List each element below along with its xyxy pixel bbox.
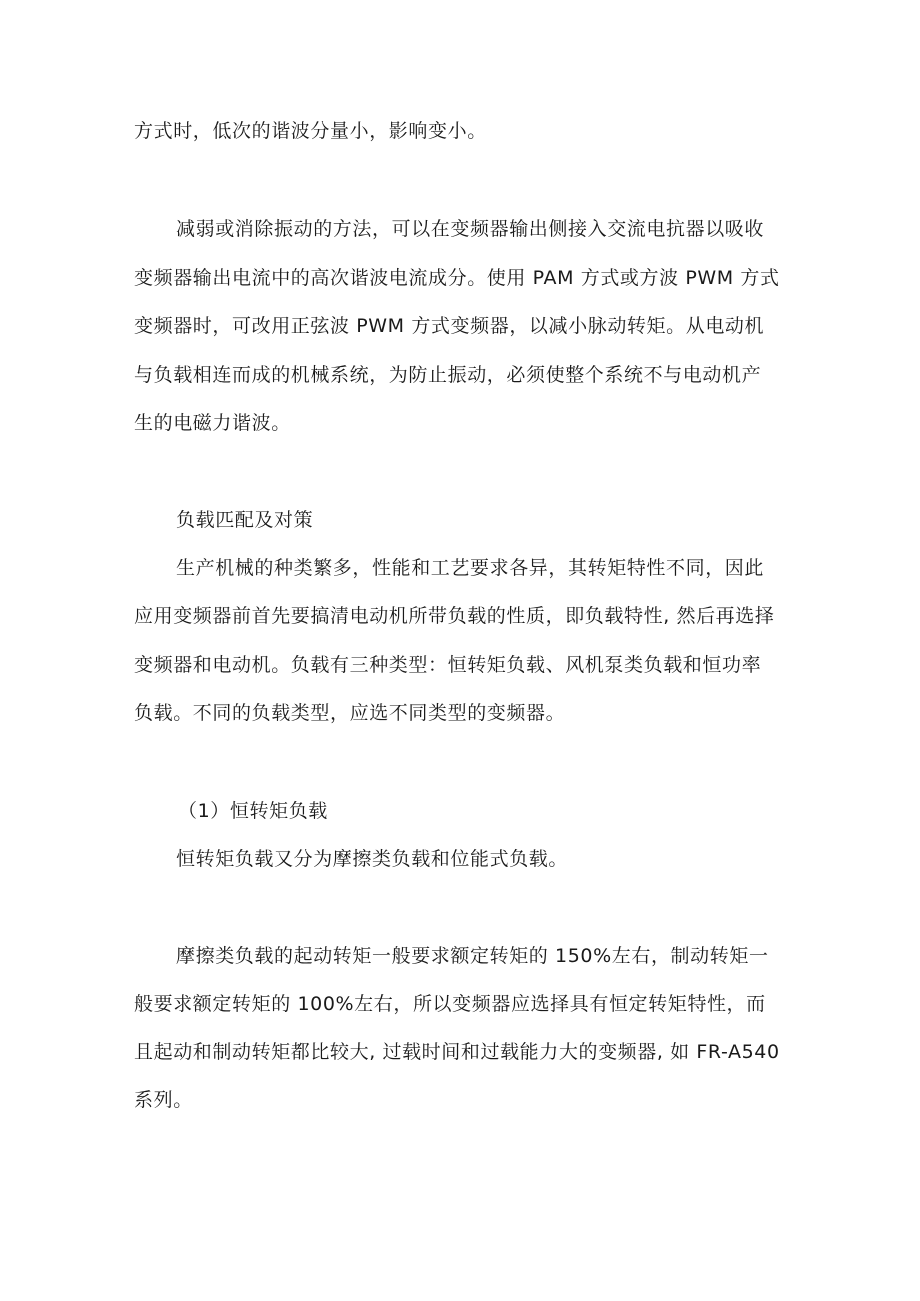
paragraph-line: 摩擦类负载的起动转矩一般要求额定转矩的 150%左右，制动转矩一 (176, 945, 769, 967)
paragraph-line: 般要求额定转矩的 100%左右，所以变频器应选择具有恒定转矩特性，而 (134, 993, 766, 1015)
section-heading: 负载匹配及对策 (176, 509, 314, 531)
paragraph-line: 变频器和电动机。负载有三种类型：恒转矩负载、风机泵类负载和恒功率 (134, 654, 762, 676)
paragraph-line: 变频器输出电流中的高次谐波电流成分。使用 PAM 方式或方波 PWM 方式 (134, 267, 780, 289)
paragraph-line: 且起动和制动转矩都比较大, 过载时间和过载能力大的变频器, 如 FR-A540 (134, 1041, 780, 1063)
paragraph-line: 生的电磁力谐波。 (134, 412, 291, 434)
subsection-heading: （1）恒转矩负载 (178, 800, 328, 822)
paragraph-line: 变频器时，可改用正弦波 PWM 方式变频器，以减小脉动转矩。从电动机 (134, 315, 765, 337)
paragraph-line: 系列。 (134, 1089, 193, 1111)
paragraph-line: 与负载相连而成的机械系统，为防止振动，必须使整个系统不与电动机产 (134, 364, 762, 386)
paragraph-line: 应用变频器前首先要搞清电动机所带负载的性质，即负载特性, 然后再选择 (134, 605, 775, 627)
paragraph-line: 负载。不同的负载类型，应选不同类型的变频器。 (134, 702, 566, 724)
paragraph-line: 减弱或消除振动的方法，可以在变频器输出侧接入交流电抗器以吸收 (176, 218, 765, 240)
paragraph-line: 生产机械的种类繁多，性能和工艺要求各异，其转矩特性不同，因此 (176, 557, 765, 579)
paragraph-line: 恒转矩负载又分为摩擦类负载和位能式负载。 (176, 848, 569, 870)
paragraph-line: 方式时，低次的谐波分量小，影响变小。 (134, 120, 487, 142)
